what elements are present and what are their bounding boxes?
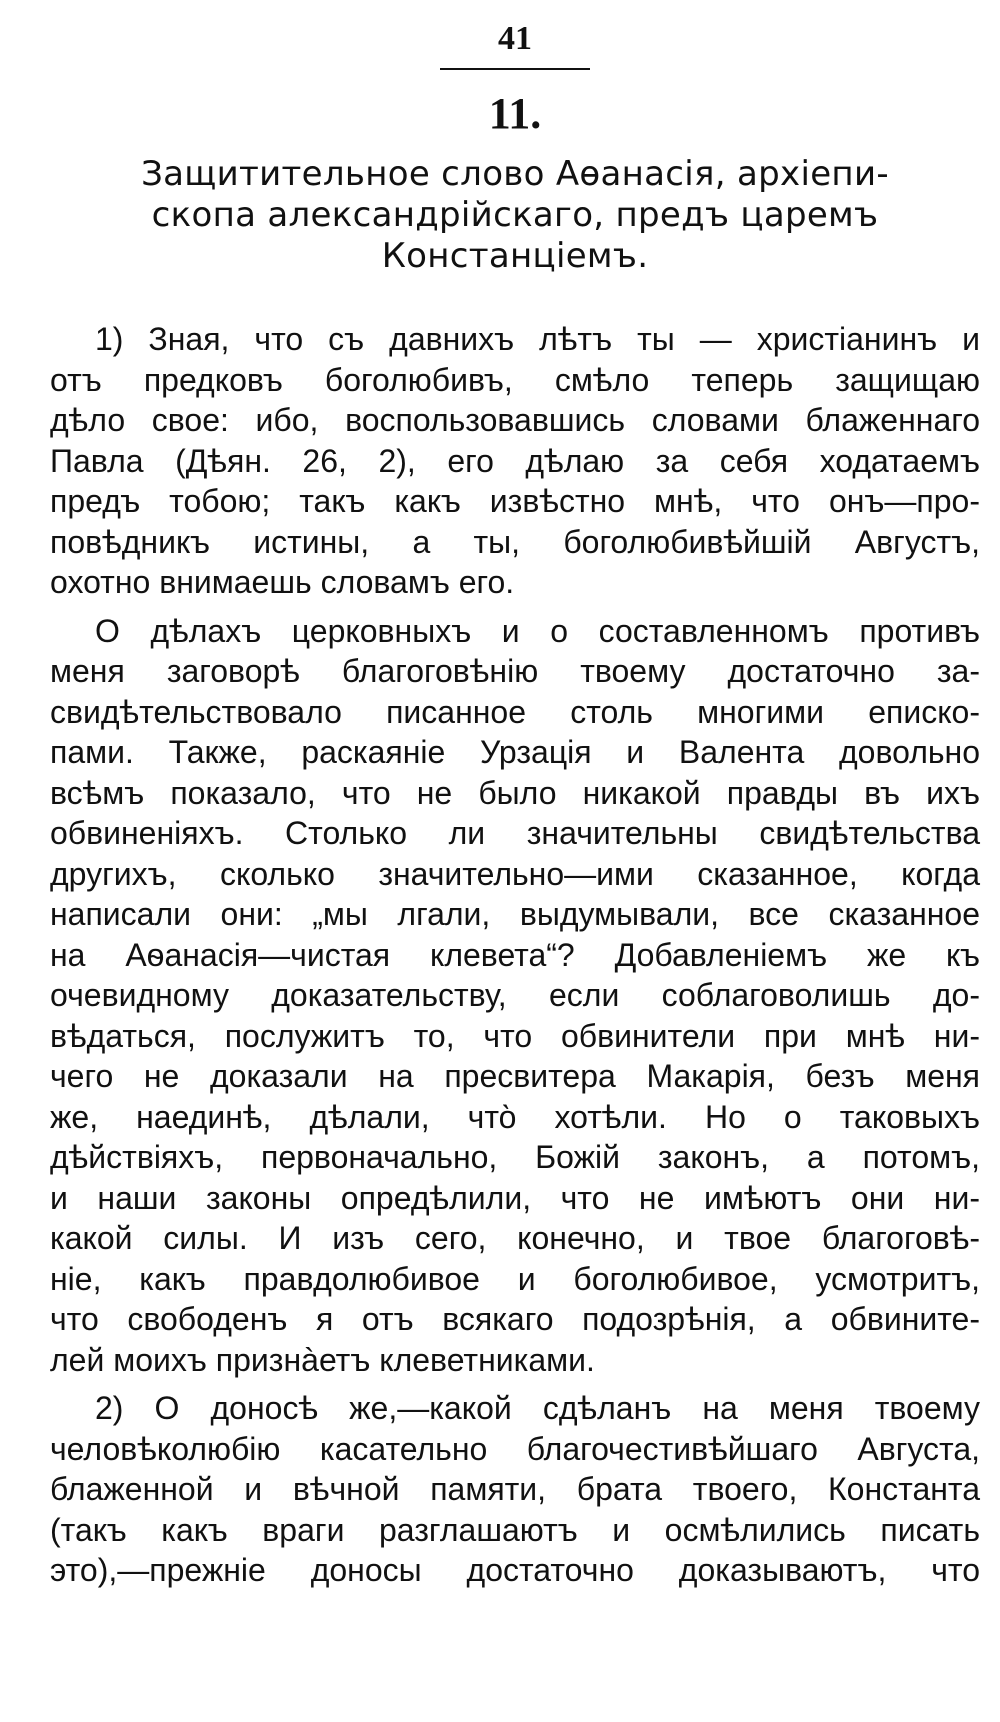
text-line: (такъ какъ враги разглашаютъ и осмѣлились писать — [50, 1511, 980, 1548]
text-line: повѣдникъ истины, а ты, боголюбивѣйшій Августъ, — [50, 523, 980, 560]
text-line: чего не доказали на пресвитера Макарія, безъ меня — [50, 1058, 980, 1094]
text-line: дѣйствіяхъ, первоначально, Божій законъ, а потомъ, — [50, 1139, 980, 1175]
text-line: обвиненіяхъ. Столько ли значительны свидѣтельства — [50, 815, 980, 851]
body-text — [50, 319, 980, 1591]
text-line: какой силы. И изъ сего, конечно, и твое благоговѣ- — [50, 1220, 980, 1256]
text-line: О дѣлахъ церковныхъ и о составленномъ противъ — [95, 612, 980, 649]
text-line: охотно внимаешь словамъ его. — [50, 564, 515, 600]
text-line: это),—прежніе доносы достаточно доказываютъ, что — [50, 1552, 980, 1588]
text-line: блаженной и вѣчной памяти, брата твоего, Константа — [50, 1471, 980, 1507]
text-line: вѣдаться, послужитъ то, что обвинители при мнѣ ни- — [50, 1017, 980, 1054]
paragraph-3 — [50, 1388, 980, 1591]
page-number: 41 — [498, 20, 532, 57]
chapter-title-line: Защитительное слово Аѳанасія, архіепи- — [141, 154, 889, 194]
page-number-rule — [440, 68, 590, 70]
text-line: 1) Зная, что съ давнихъ лѣтъ ты — христіанинъ и — [95, 321, 980, 357]
text-line: что свободенъ я отъ всякаго подозрѣнія, а обвините- — [50, 1301, 980, 1337]
text-line: ніе, какъ правдолюбивое и боголюбивое, усмотритъ, — [50, 1260, 980, 1297]
text-line: дѣло свое: ибо, воспользовавшись словами блаженнаго — [50, 402, 980, 438]
text-line: очевидному доказательству, если соблаговолишь до- — [50, 977, 980, 1013]
chapter-title — [50, 154, 980, 277]
paragraph-1 — [50, 319, 980, 603]
text-line: предъ тобою; такъ какъ извѣстно мнѣ, что онъ—про- — [50, 483, 980, 519]
chapter-title-line: скопа александрійскаго, предъ царемъ — [151, 195, 879, 235]
text-line: и наши законы опредѣлили, что не имѣютъ они ни- — [50, 1179, 980, 1216]
text-line: написали они: „мы лгали, выдумывали, все сказанное — [50, 896, 980, 932]
text-line: отъ предковъ боголюбивъ, смѣло теперь защищаю — [50, 361, 980, 398]
text-line: на Аѳанасія—чистая клевета“? Добавленіемъ же къ — [50, 936, 980, 973]
chapter-title-line: Констанціемъ. — [381, 236, 649, 276]
text-line: 2) О доносѣ же,—какой сдѣланъ на меня твоему — [95, 1390, 980, 1426]
paragraph-2 — [50, 611, 980, 1381]
text-line: другихъ, сколько значительно—ими сказанное, когда — [50, 855, 980, 892]
text-line: меня заговорѣ благоговѣнію твоему достаточно за- — [50, 653, 980, 689]
text-line: всѣмъ показало, что не было никакой правды въ ихъ — [50, 774, 980, 811]
text-line: свидѣтельствовало писанное столь многими еписко- — [50, 693, 980, 730]
document-page — [50, 18, 980, 1599]
chapter-number: 11. — [488, 89, 542, 138]
text-line: Павла (Дѣян. 26, 2), его дѣлаю за себя ходатаемъ — [50, 442, 980, 479]
text-line: лей моихъ признàетъ клеветниками. — [50, 1341, 595, 1378]
text-line: человѣколюбію касательно благочестивѣйшаго Августа, — [50, 1430, 980, 1467]
text-line: пами. Также, раскаяніе Урзація и Валента довольно — [50, 734, 980, 770]
text-line: же, наединѣ, дѣлали, что̀ хотѣли. Но о таковыхъ — [50, 1098, 980, 1135]
